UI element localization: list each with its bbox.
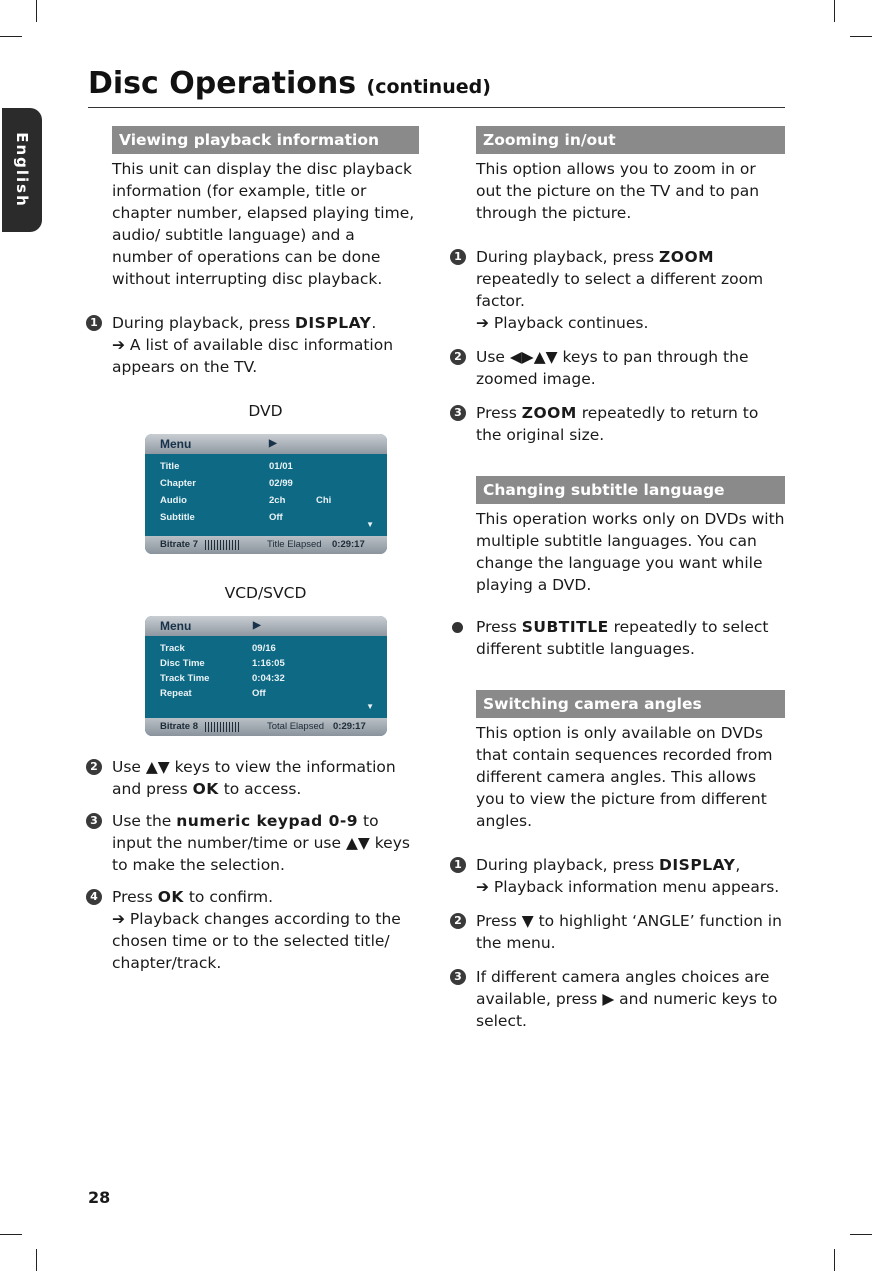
crop-mark [36, 1249, 37, 1271]
osd-row: Repeat Off [160, 688, 266, 699]
ok-key: OK [157, 888, 184, 906]
step-number: 3 [86, 813, 102, 829]
step-number: 3 [450, 969, 466, 985]
display-key: DISPLAY [295, 314, 372, 332]
step-number: 2 [86, 759, 102, 775]
osd-row: Track 09/16 [160, 643, 276, 654]
play-icon: ▶ [253, 620, 261, 631]
section-heading-subtitle: Changing subtitle language [476, 476, 785, 504]
subtitle-intro: This operation works only on DVDs with multiple subtitle languages. You can change the language you want while playing a DVD. [476, 510, 785, 594]
step-number: 4 [86, 889, 102, 905]
bullet-icon [452, 622, 463, 633]
zoom-key: ZOOM [659, 248, 715, 266]
zoom-step-1: 1 During playback, press ZOOM repeatedly to select a different zoom factor. ➔ Playback continues. [476, 246, 785, 334]
step-number: 2 [450, 913, 466, 929]
dvd-osd-menu [145, 434, 387, 554]
step-number: 1 [450, 857, 466, 873]
osd-row: Chapter 02/99 [160, 478, 293, 489]
direction-arrows-icon: ◀▶▲▼ [509, 348, 558, 366]
osd-footer: Bitrate 8 Total Elapsed 0:29:17 [145, 718, 387, 736]
crop-mark [834, 1249, 835, 1271]
viewing-step-3: 3 Use the numeric keypad 0-9 to input the number/time or use ▲▼ keys to make the selection. [112, 810, 419, 876]
vcd-osd-menu [145, 616, 387, 736]
scroll-down-icon: ▼ [366, 520, 374, 529]
zoom-key: ZOOM [521, 404, 577, 422]
osd-header: Menu ▶ [145, 616, 387, 636]
section-heading-zoom: Zooming in/out [476, 126, 785, 154]
angle-intro: This option is only available on DVDs that contain sequences recorded from different camera angles. This allows you to view the picture from different angles. [476, 724, 773, 830]
bitrate-bars-icon [205, 722, 240, 732]
down-arrow-icon: ▼ [521, 912, 534, 930]
viewing-step-2: 2 Use ▲▼ keys to view the information and press OK to access. [112, 756, 419, 800]
result-arrow-icon: ➔ [112, 910, 125, 928]
step-number: 1 [86, 315, 102, 331]
zoom-step-3: 3 Press ZOOM repeatedly to return to the original size. [476, 402, 785, 446]
section-heading-viewing: Viewing playback information [112, 126, 419, 154]
display-key: DISPLAY [659, 856, 736, 874]
step-number: 1 [450, 249, 466, 265]
angle-step-3: 3 If different camera angles choices are available, press ▶ and numeric keys to select. [476, 966, 785, 1032]
result-arrow-icon: ➔ [112, 336, 125, 354]
osd-header: Menu ▶ [145, 434, 387, 454]
play-icon: ▶ [269, 438, 277, 449]
left-column [90, 126, 419, 974]
language-tab [2, 108, 42, 232]
subtitle-bullet: Press SUBTITLE repeatedly to select different subtitle languages. [476, 616, 785, 660]
angle-step-1: 1 During playback, press DISPLAY, ➔ Playback information menu appears. [476, 854, 785, 898]
subtitle-key: SUBTITLE [521, 618, 609, 636]
osd-row: Subtitle Off [160, 512, 283, 523]
zoom-intro: This option allows you to zoom in or out the picture on the TV and to pan through the picture. [476, 160, 760, 222]
scroll-down-icon: ▼ [366, 702, 374, 711]
crop-mark [850, 36, 872, 37]
crop-mark [0, 36, 22, 37]
crop-mark [850, 1234, 872, 1235]
page-number: 28 [88, 1188, 111, 1207]
bitrate-bars-icon [205, 540, 240, 550]
page-title-text: Disc Operations [88, 66, 357, 101]
step-number: 2 [450, 349, 466, 365]
dvd-caption: DVD [248, 402, 283, 420]
result-arrow-icon: ➔ [476, 314, 489, 332]
language-tab-label: English [13, 132, 31, 208]
viewing-intro: This unit can display the disc playback information (for example, title or chapter number, elapsed playing time, audio/ subtitle language) and a number of operations can be done without interrupting disc playback. [112, 160, 415, 288]
zoom-step-2: 2 Use ◀▶▲▼ keys to pan through the zoomed image. [476, 346, 785, 390]
osd-footer: Bitrate 7 Title Elapsed 0:29:17 [145, 536, 387, 554]
title-rule [88, 107, 785, 108]
viewing-step-1: 1 During playback, press DISPLAY. ➔ A list of available disc information appears on the TV. [112, 312, 419, 378]
osd-row: Track Time 0:04:32 [160, 673, 285, 684]
crop-mark [0, 1234, 22, 1235]
up-down-arrows-icon: ▲▼ [345, 834, 370, 852]
crop-mark [834, 0, 835, 22]
viewing-step-4: 4 Press OK to confirm. ➔ Playback changes according to the chosen time or to the selected title/ chapter/track. [112, 886, 419, 974]
result-arrow-icon: ➔ [476, 878, 489, 896]
osd-row: Title 01/01 [160, 461, 293, 472]
angle-step-2: 2 Press ▼ to highlight ‘ANGLE’ function in the menu. [476, 910, 785, 954]
page-title-suffix: (continued) [366, 76, 491, 98]
up-down-arrows-icon: ▲▼ [145, 758, 170, 776]
vcd-caption: VCD/SVCD [224, 584, 307, 602]
page-title [88, 66, 491, 101]
osd-row: Audio 2ch Chi [160, 495, 332, 506]
numeric-keypad-key: numeric keypad 0-9 [176, 812, 359, 830]
right-column [454, 126, 785, 1032]
right-arrow-icon: ▶ [602, 990, 615, 1008]
step-number: 3 [450, 405, 466, 421]
ok-key: OK [192, 780, 219, 798]
section-heading-angle: Switching camera angles [476, 690, 785, 718]
osd-row: Disc Time 1:16:05 [160, 658, 285, 669]
crop-mark [36, 0, 37, 22]
